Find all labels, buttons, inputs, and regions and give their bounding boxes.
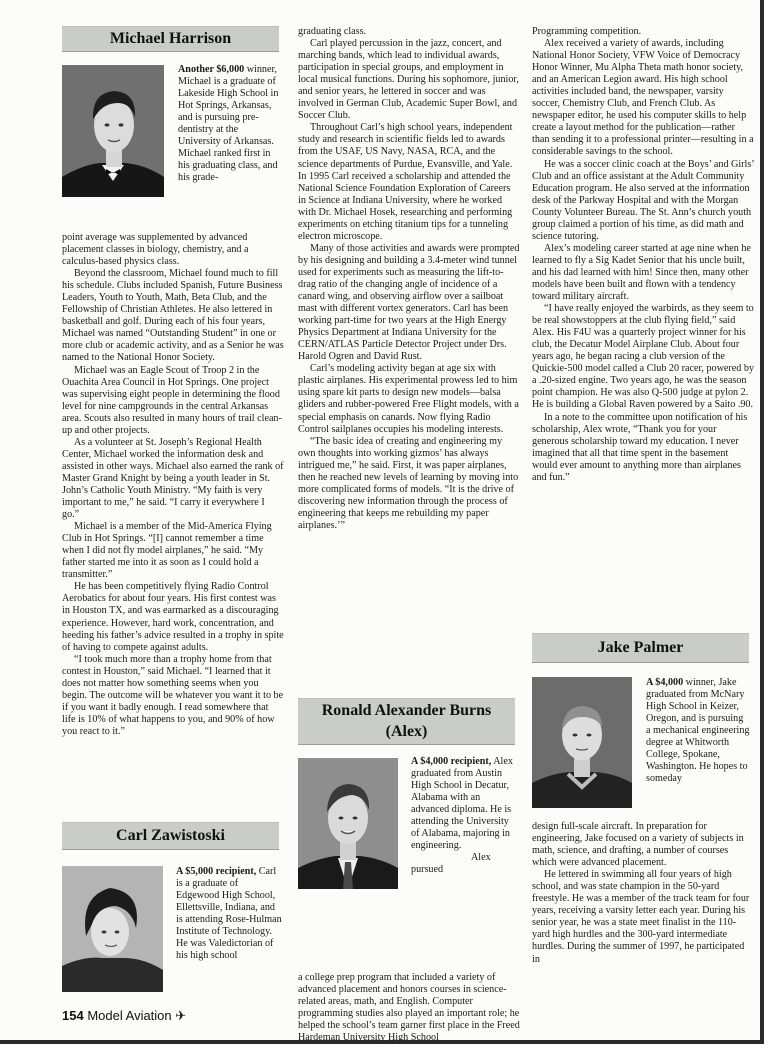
airplane-icon: ✈ bbox=[175, 1008, 187, 1023]
article-body-palmer bbox=[532, 821, 752, 1007]
intro-text-burns bbox=[411, 756, 517, 972]
paragraph: “I have really enjoyed the warbirds, as they seem to be real showstoppers at the club flying field,” said Alex. His F4U was a quarterly project winner for his club, the Decatur Model Airplane Club. About four years ago, he began racing a club version of the Quickie-500 model called a Club 20 racer, powered by a .20-sized engine. Two years ago, he was the season point champion. He was also Q-500 judge at pylon 2. He is building a Global Raven powered by a Saito .90. bbox=[532, 303, 754, 411]
award-lead-burns: A $4,000 recipient, bbox=[411, 756, 492, 767]
award-lead-harrison: Another $6,000 bbox=[178, 64, 245, 75]
paragraph: “I took much more than a trophy home from that contest in Houston,” said Michael. “I learned that it does not matter how something seems when you begin. The outcome will be whatever you want it to be if you want it badly enough. I read somewhere that life is 10% of what happens to you, and 90% of how you react to it.” bbox=[62, 653, 284, 737]
paragraph: Alex’s modeling career started at age nine when he learned to fly a Sig Kadet Senior that his uncle built, and his dad learned with him! Since then, many other models have been built and flown with a tendency toward military aircraft. bbox=[532, 242, 751, 303]
portrait-photo-palmer bbox=[532, 677, 632, 808]
section-header-burns bbox=[298, 698, 515, 745]
paragraph: Beyond the classroom, Michael found much to fill his schedule. Clubs included Spanish, Future Business Leaders, Youth to Youth, Math, Beta Club, and the Fellowship of Christian Athletes. He also lettered in basketball and golf. During each of his four years, Michael was named “Outstanding Student” in one or more club or academic activity, and as a Senior he was named to the National Honor Society. bbox=[62, 268, 284, 364]
paragraph: He was a soccer clinic coach at the Boys’ and Girls’ Club and an office assistant at the Adult Community Education program. He also served at the information desk of the Parkway Hospital and with the Morgan County Volunteer Bureau. The St. Ann’s church youth group claimed a portion of his time, as did math and science tutoring. bbox=[532, 158, 754, 242]
intro-text-harrison bbox=[178, 64, 282, 232]
paragraph: Alex pursued bbox=[411, 852, 491, 876]
article-body-burns bbox=[298, 972, 520, 1044]
page-number: 154 bbox=[62, 1008, 84, 1023]
section-header-harrison: Michael Harrison bbox=[62, 26, 279, 52]
header-line-2: (Alex) bbox=[385, 723, 428, 740]
paragraph: a college prep program that included a variety of advanced placement and honors courses in science-related areas, math, and English. Computer programming studies also played an important role; he helped the school’s team garner first place in the Freed Hardeman University High School bbox=[298, 972, 520, 1044]
page-footer bbox=[62, 1008, 186, 1024]
paragraph: point average was supplemented by advanced placement classes in biology, chemistry, and a calculus-based physics class. bbox=[62, 232, 249, 268]
paragraph: Throughout Carl’s high school years, independent study and research in scientific fields led to awards from the USAF, US Navy, NASA, RCA, and the science departments of Purdue, Evansville, and Yale. In 1995 Carl received a scholarship and attended the National Science Foundation Exploration of Careers in Science at Indiana University, where he worked with Dr. Michael Hosek, researching and performing experiments on etching titanium tips for a tunneling electron microscope. bbox=[298, 122, 513, 242]
intro-body-zawistoski: Carl is a graduate of Edgewood High School, Ellettsville, Indiana, and is attending Rose-Hulman Institute of Technology. He was Valedictorian of his high school bbox=[176, 866, 282, 962]
article-body-harrison bbox=[62, 232, 284, 806]
paragraph: Michael was an Eagle Scout of Troop 2 in the Ouachita Area Council in Hot Springs. One project was supervising eight people in determining the flood level for nine campgrounds in the central Arkansas area. Scouts also resulted in many hours of trail clean-up and other projects. bbox=[62, 364, 282, 436]
paragraph: As a volunteer at St. Joseph’s Regional Health Center, Michael worked the information desk and assisted in other ways. Michael also earned the rank of Master Grand Knight by being a youth leader in St. John’s Catholic Youth Ministry. “My faith is very important to me,” he said. “I carry it everywhere I go.” bbox=[62, 436, 284, 521]
paragraph: graduating class. bbox=[298, 26, 367, 37]
intro-body-harrison: winner, Michael is a graduate of Lakeside High School in Hot Springs, Arkansas, and is pursuing pre-dentistry at the University of Arkansas. Michael ranked first in his graduating class, and his grade- bbox=[178, 64, 279, 184]
header-line-1: Ronald Alexander Burns bbox=[321, 702, 492, 719]
section-header-zawistoski: Carl Zawistoski bbox=[62, 822, 279, 850]
portrait-photo-zawistoski bbox=[62, 866, 163, 992]
paragraph: “The basic idea of creating and engineering my own thoughts into working gizmos’ has always intrigued me,” he said. First, it was paper airplanes, then he reached new levels of learning by moving into more complicated forms of models. “It is the drive of discovering new information through the process of engineering that keeps me rebuilding my paper airplanes.’” bbox=[298, 435, 519, 531]
article-body-zawistoski bbox=[298, 26, 520, 716]
award-lead-zawistoski: A $5,000 recipient, bbox=[176, 866, 257, 877]
portrait-photo-burns bbox=[298, 758, 398, 889]
portrait-photo-harrison bbox=[62, 65, 164, 197]
intro-text-zawistoski bbox=[176, 866, 282, 998]
paragraph: Michael is a member of the Mid-America Flying Club in Hot Springs. “[I] cannot remember a time when I did not fly model airplanes,” he said. “My father started me into it as soon as I could hold a transmitter.” bbox=[62, 521, 272, 581]
magazine-name: Model Aviation bbox=[87, 1008, 172, 1023]
intro-text-palmer bbox=[646, 677, 750, 821]
paragraph: Carl played percussion in the jazz, concert, and marching bands, which lead to individual awards, participation in special groups, and employment in local musical functions. During his sophomore, junior, and senior years, he lettered in soccer and was involved in German Club, Academic Super Bowl, and Soccer Club. bbox=[298, 38, 519, 122]
paragraph: Programming competition. bbox=[532, 26, 642, 37]
paragraph: He lettered in swimming all four years of high school, and was state champion in the 50-yard freestyle. He was a member of the track team for four years, receiving a varsity letter each year. During his senior year, he was a state meet finalist in the 110-yard high hurdles and the 300-yard intermediate hurdles. During the summer of 1997, he participated in bbox=[532, 869, 750, 965]
paragraph: Many of those activities and awards were prompted by his designing and building a 3.4-meter wind tunnel used for experiments such as measuring the lift-to-drag ratio of the changing angle of incidence of a canard wing, and observing airflow over a sailboat mast with different vortex generators. Carl has been working part-time for two years at the High Energy Physics Department at Indiana University for the CERN/ATLAS Particle Detector Project under Drs. Harold Ogren and David Rust. bbox=[298, 242, 520, 363]
paragraph: Carl’s modeling activity began at age six with plastic airplanes. His experimental prowess led to him using spare kit parts to design new models—balsa gliders and rubber-powered Free Flight models, with a special emphasis on canards. Now flying Radio Control sailplanes occupies his modeling interests. bbox=[298, 363, 519, 435]
paragraph: design full-scale aircraft. In preparation for engineering, Jake focused on a variety of subjects in math, science, and drafting, a number of courses which were advanced placement. bbox=[532, 821, 744, 869]
paragraph: He has been competitively flying Radio Control Aerobatics for about four years. His first contest was in Houston TX, and was earmarked as a discouraging experience. However, hard work, concentration, and heeding his father’s advice resulted in a trophy in spite of having to compete against adults. bbox=[62, 581, 284, 653]
intro-body-palmer: winner, Jake graduated from McNary High School in Keizer, Oregon, and is pursuing a mechanical engineering degree at Whitworth College, Spokane, Washington. He hopes to someday bbox=[646, 677, 750, 785]
award-lead-palmer: A $4,000 bbox=[646, 677, 684, 688]
article-body-burns-continued bbox=[532, 26, 754, 626]
paragraph: Alex received a variety of awards, including National Honor Society, VFW Voice of Democracy Honor Winner, Mu Alpha Theta math honor society, and an American Legion award. His high school activities included band, the newspaper, varsity soccer, Chemistry Club, and French Club. As newspaper editor, he used his computer skills to help create a layout method for the publication—rather than sending it to a professional printer—resulting in a considerable savings to the school. bbox=[532, 38, 754, 158]
section-header-palmer: Jake Palmer bbox=[532, 633, 749, 663]
paragraph: In a note to the committee upon notification of his scholarship, Alex wrote, “Thank you for your generous scholarship toward my education. I never imagined that all that time spent in the basement would ever amount to anything more than airplanes and fun.” bbox=[532, 411, 748, 483]
intro-body-burns: Alex graduated from Austin High School in Decatur, Alabama with an advanced diploma. He is attending the University of Alabama, majoring in engineering. bbox=[411, 756, 513, 852]
